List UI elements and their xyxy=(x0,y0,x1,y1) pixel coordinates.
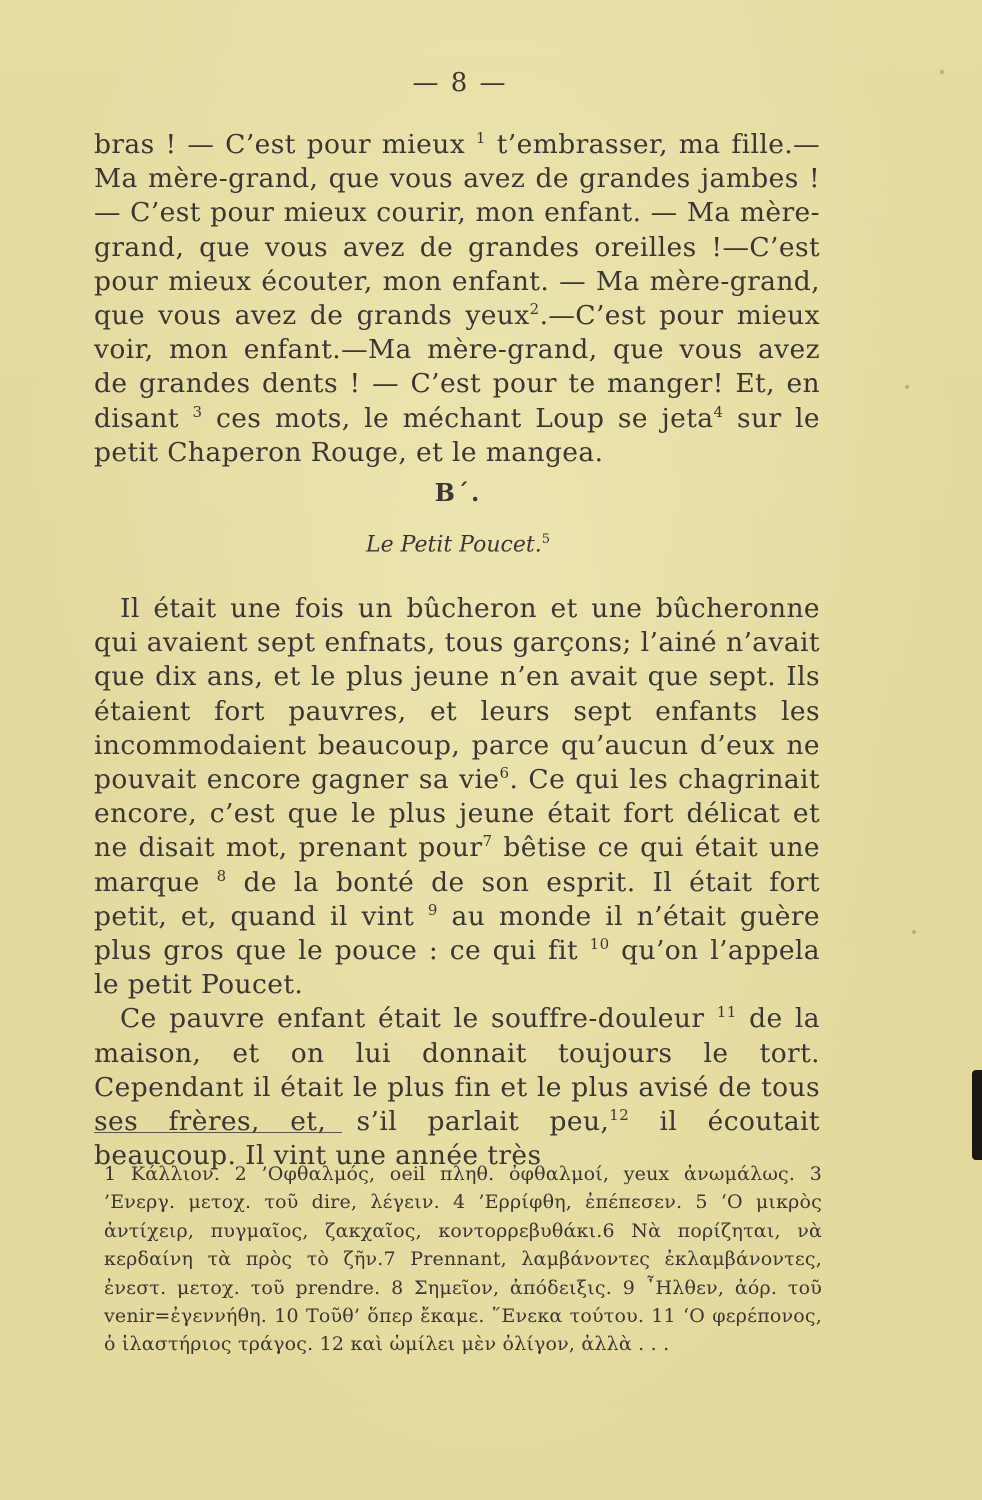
footnote-ref: 7 xyxy=(482,832,493,851)
text-run: ces mots, le méchant Loup se jeta xyxy=(202,402,714,434)
footnote-ref: 12 xyxy=(609,1106,630,1125)
paragraph-3 xyxy=(94,1002,820,1173)
footnote-ref: 8 xyxy=(216,866,227,885)
footnote-ref: 10 xyxy=(589,935,610,954)
section-heading: Β΄. xyxy=(434,478,482,507)
footnote-ref: 5 xyxy=(541,532,550,547)
footnote-ref: 2 xyxy=(529,300,540,319)
text-run: Il était une fois un bûcheron et une bûcheronne qui avaient sept enfnats, tous garçons; l’ainé n’avait que dix ans, et le plus jeune n’en avait que sept. Ils étaient fort pauvres, et leurs sept enfants les incommodaient beaucoup, parce qu’aucun d’eux ne pouvait encore gagner sa vie xyxy=(94,593,820,796)
text-run: Ce pauvre enfant était le souffre-douleur xyxy=(120,1003,717,1035)
text-run: .—C’est pour mieux voir, mon enfant.—Ma mère-grand, que vous avez de grandes dents ! — C’est pour te manger! Et, en disant xyxy=(94,300,820,434)
footnote-divider xyxy=(94,1132,342,1133)
footnote-ref: 6 xyxy=(499,764,510,783)
text-run: de la bonté de son esprit. Il était fort petit, et, quand il vint xyxy=(94,866,820,932)
footnotes xyxy=(104,1160,822,1359)
footnote-ref: 3 xyxy=(192,402,203,421)
story-title xyxy=(0,532,916,557)
footnote-ref: 4 xyxy=(713,402,724,421)
footnote-text: 1 Κάλλιον. 2 ’Οφθαλμός, oeil πληθ. ὀφθαλμοί, yeux ἀνωμάλως. 3 ’Ενεργ. μετοχ. τοῦ dire, λέγειν. 4 ’Ερρίφθη, ἐπέπεσεν. 5 ‘Ο μικρὸς ἀντίχειρ, πυγμαῖος, ζακχαῖος, κοντορρεβυθάκι.6 Νὰ πορίζηται, νὰ κερδαίνη τὰ πρὸς τὸ ζῆν.7 Prennant, λαμβάνοντες ἐκλαμβάνοντες, ἐνεστ. μετοχ. τοῦ prendre. 8 Σημεῖον, ἀπόδειξις. 9 ῏Ηλθεν, ἀόρ. τοῦ venir=ἐγεννήθη. 10 Τοῦθ’ ὅπερ ἔκαμε. ῞Ενεκα τούτου. 11 ‘Ο φερέπονος, ὁ ἱλαστήριος τράγος. 12 καὶ ὡμίλει μὲν ὀλίγον, ἀλλὰ . . . xyxy=(104,1163,822,1356)
story-title-text: Le Petit Poucet. xyxy=(366,532,542,558)
page-number: — 8 — xyxy=(412,68,508,98)
text-run: il écoutait beaucoup. Il vint une année très xyxy=(94,1106,820,1172)
text-run: au monde il n’était guère plus gros que le pouce : ce qui fit xyxy=(94,900,820,967)
paragraph-2 xyxy=(94,592,820,1002)
paragraph-red-riding-hood-ending xyxy=(94,128,820,470)
text-run: qu’on l’appela le petit Poucet. xyxy=(94,935,820,1001)
text-run: bras ! — C’est pour mieux xyxy=(94,129,476,160)
text-run: bêtise ce qui était une marque xyxy=(94,832,820,898)
paper-speck xyxy=(940,70,944,74)
story-body xyxy=(94,592,820,1173)
footnote-ref: 1 xyxy=(475,129,486,148)
paragraph-1 xyxy=(94,128,820,470)
paper-speck xyxy=(912,930,916,934)
text-run: . Ce qui les chagrinait encore, c’est que le plus jeune était fort délicat et ne disait mot, prenant pour xyxy=(94,764,820,864)
text-run: de la maison, et on lui donnait toujours le tort. Cependant il était le plus fin et le plus avisé de tous ses frères, et, s’il parlait peu, xyxy=(94,1003,820,1138)
text-run: sur le petit Chaperon Rouge, et le mangea. xyxy=(94,402,820,468)
text-run: t’embrasser, ma fille.—Ma mère-grand, que vous avez de grandes jambes ! — C’est pour mieux courir, mon enfant. — Ma mère-grand, que vous avez de grandes oreilles !—C’est pour mieux écouter, mon enfant. — Ma mère-grand, que vous avez de grands yeux xyxy=(94,129,820,332)
paper-speck xyxy=(905,385,909,389)
footnote-ref: 11 xyxy=(716,1003,737,1022)
page-edge-shadow xyxy=(972,1070,982,1160)
footnote-ref: 9 xyxy=(427,901,438,919)
